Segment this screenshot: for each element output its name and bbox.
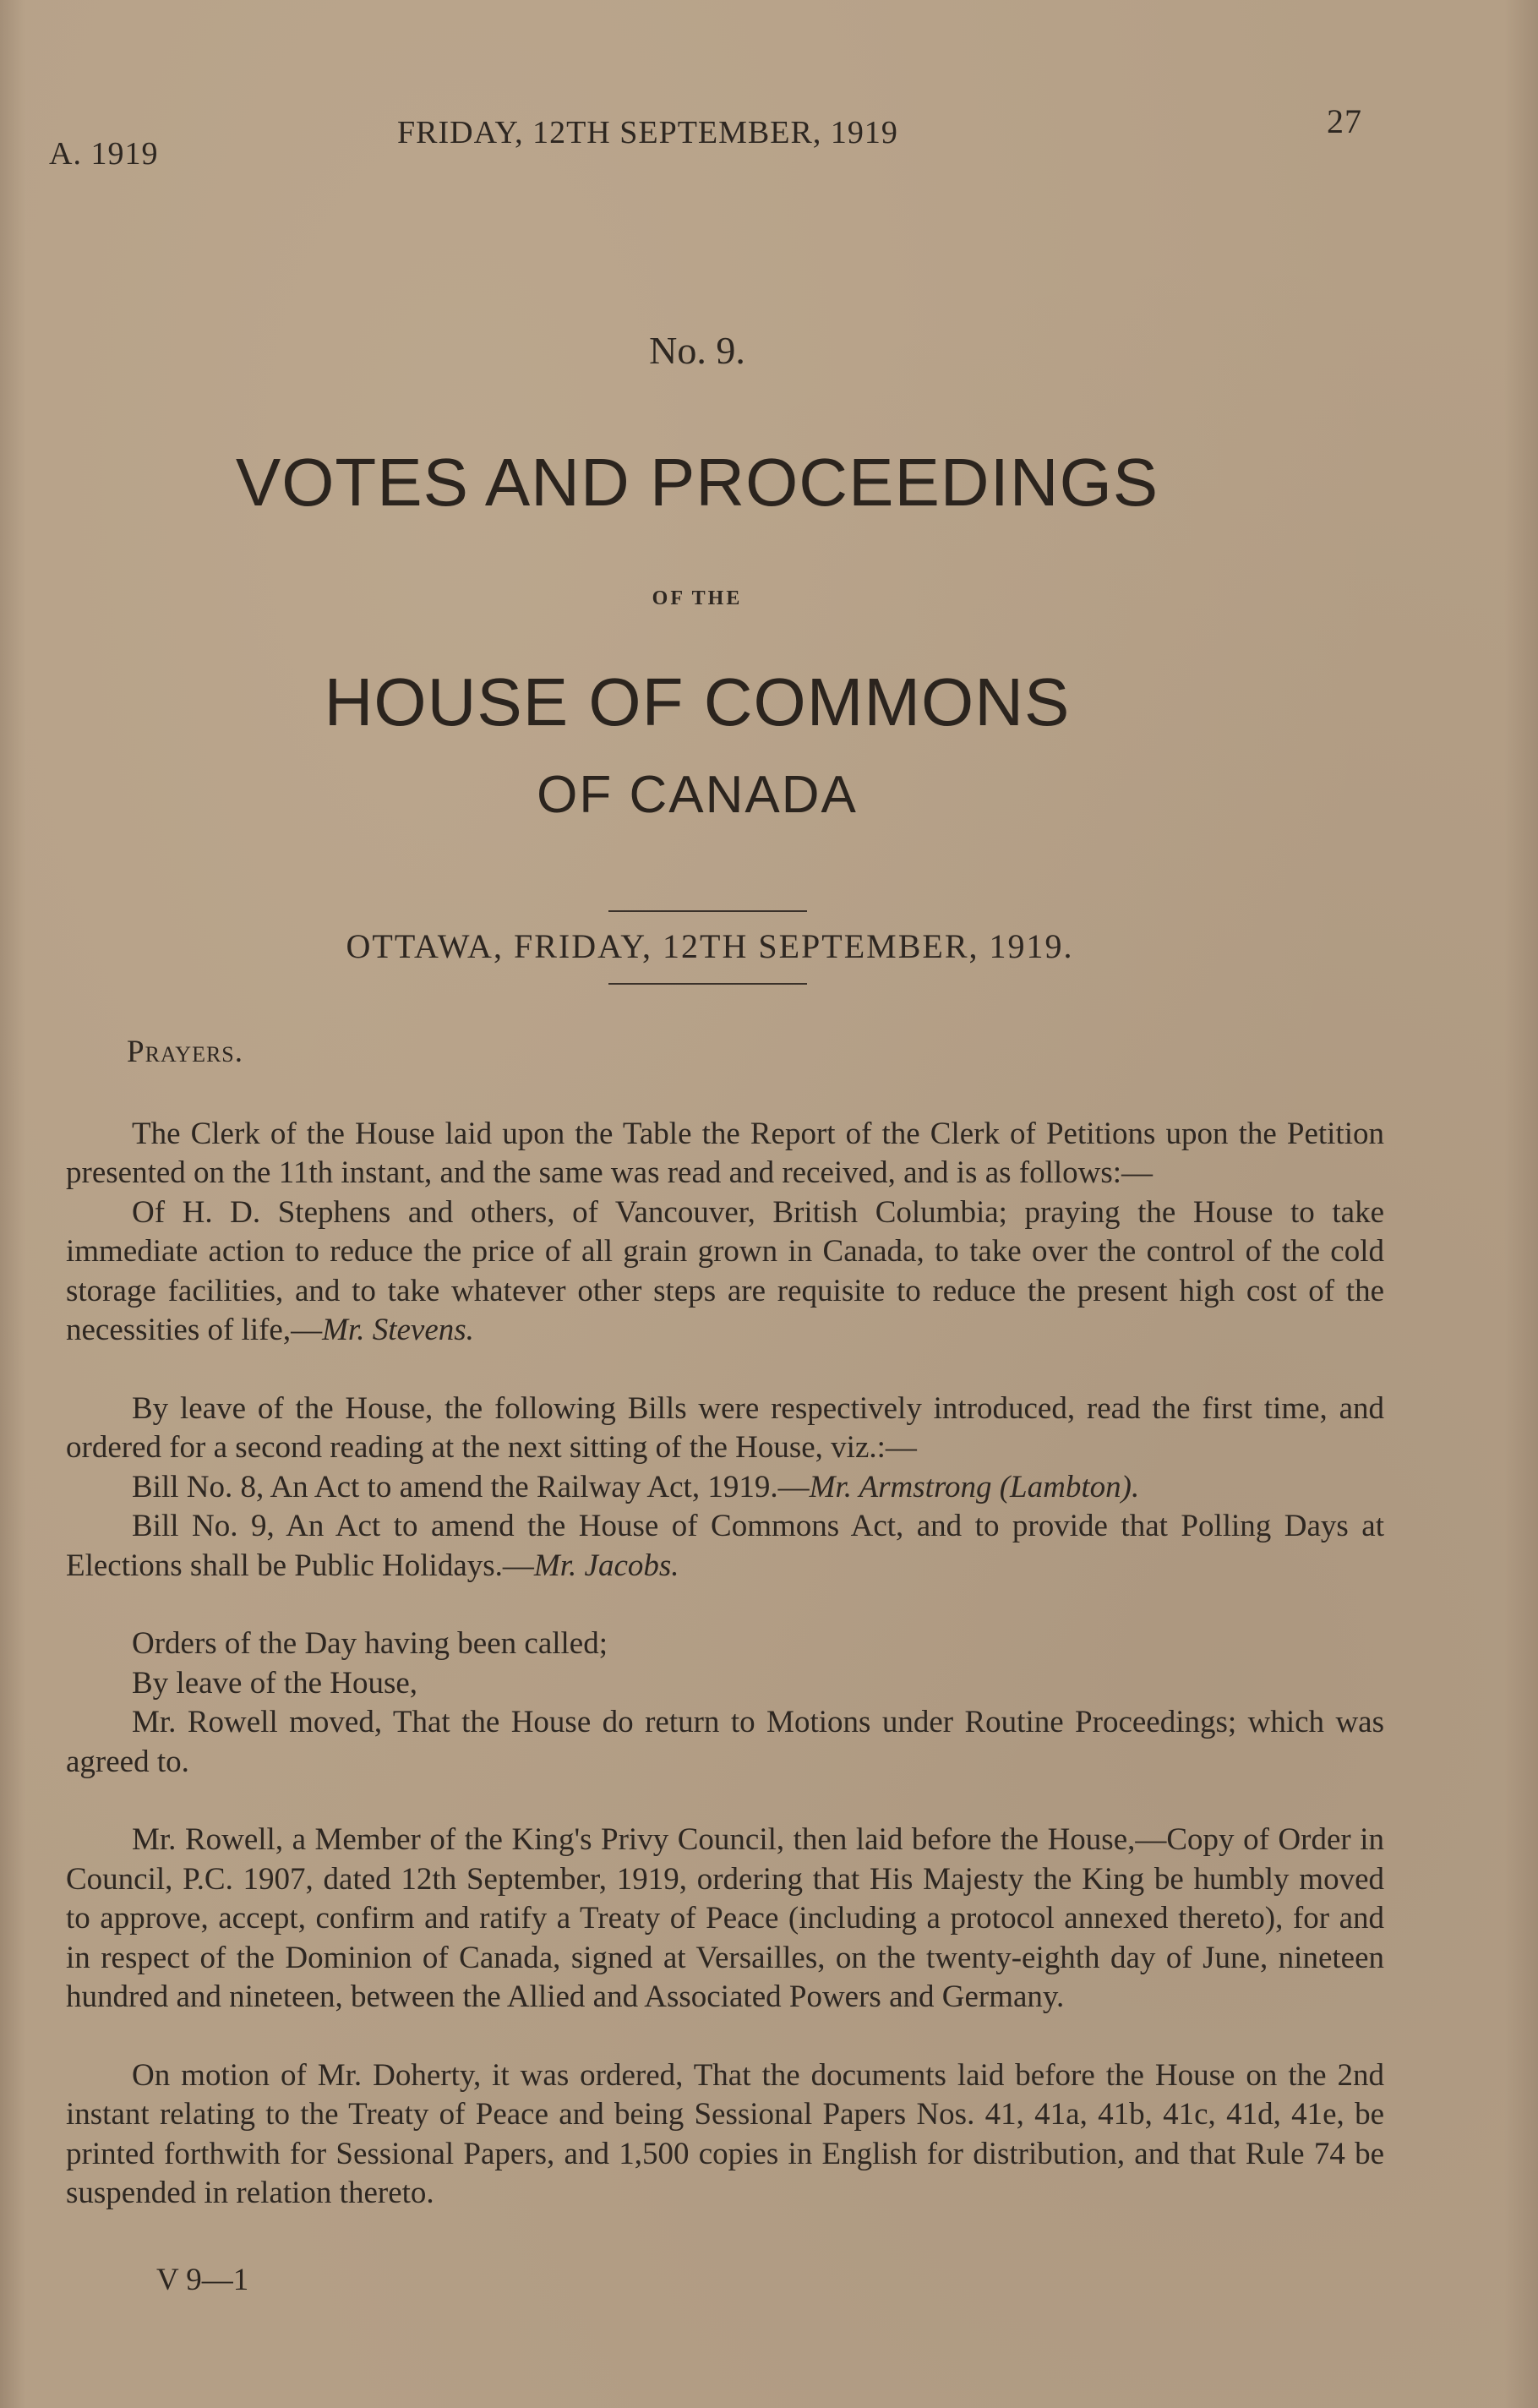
bill-9-text: Bill No. 9, An Act to amend the House of Commons Act, and to provide that Polling Days at Elections shall be Public Holidays.— bbox=[66, 1509, 1384, 1583]
divider-rule bbox=[608, 983, 807, 985]
petition-text: Of H. D. Stephens and others, of Vancouver, British Columbia; praying the House to take immediate action to reduce the price of all grain grown in Canada, to take over the control of the cold storage facilities, and to take whatever other steps are requisite to reduce the present high cost of the necessities of life,— bbox=[66, 1194, 1384, 1347]
bill-8-text: Bill No. 8, An Act to amend the Railway Act, 1919.— bbox=[132, 1469, 810, 1504]
paragraph-orders-of-day: Orders of the Day having been called; bbox=[132, 1626, 608, 1661]
paragraph-bills-intro: By leave of the House, the following Bills were respectively introduced, read the first time, and ordered for a second reading at the next sitting of the House, viz.:— bbox=[66, 1390, 1384, 1465]
petition-mover: Mr. Stevens. bbox=[322, 1313, 474, 1347]
proceedings-body bbox=[66, 1033, 1384, 2214]
title-votes-and-proceedings: VOTES AND PROCEEDINGS bbox=[235, 445, 1159, 520]
issue-number: No. 9. bbox=[649, 329, 745, 372]
paragraph-bill-9 bbox=[66, 1507, 1384, 1586]
paragraph-bill-8 bbox=[66, 1468, 1384, 1508]
paragraph-rowell-motion: Mr. Rowell moved, That the House do return to Motions under Routine Proceedings; which was agreed to. bbox=[66, 1705, 1384, 1779]
title-of-the: OF THE bbox=[652, 587, 743, 609]
title-house-of-commons: HOUSE OF COMMONS bbox=[324, 664, 1071, 740]
dateline: OTTAWA, FRIDAY, 12TH SEPTEMBER, 1919. bbox=[346, 927, 1074, 965]
signature-mark: V 9—1 bbox=[156, 2263, 249, 2297]
prayers-heading: Prayers. bbox=[127, 1035, 244, 1069]
paragraph-clerk-report: The Clerk of the House laid upon the Table the Report of the Clerk of Petitions upon the Petition presented on the 11th instant, and the same was read and received, and is as follows:— bbox=[66, 1116, 1384, 1190]
paragraph-order-in-council: Mr. Rowell, a Member of the King's Privy Council, then laid before the House,—Copy of Order in Council, P.C. 1907, dated 12th September, 1919, ordering that His Majesty the King be humbly moved to approve, accept, confirm and ratify a Treaty of Peace (including a protocol annexed thereto), for and in respect of the Dominion of Canada, signed at Versailles, on the twenty-eighth day of June, nineteen hundred and nineteen, between the Allied and Associated Powers and Germany. bbox=[66, 1822, 1384, 2014]
paragraph-by-leave: By leave of the House, bbox=[132, 1665, 418, 1701]
header-date: FRIDAY, 12TH SEPTEMBER, 1919 bbox=[397, 115, 898, 150]
running-head bbox=[0, 102, 1538, 172]
header-year: A. 1919 bbox=[49, 136, 159, 172]
paragraph-petition bbox=[66, 1193, 1384, 1351]
bill-9-mover: Mr. Jacobs. bbox=[533, 1548, 679, 1583]
paragraph-doherty-motion: On motion of Mr. Doherty, it was ordered, That the documents laid before the House on the 2nd instant relating to the Treaty of Peace and being Sessional Papers Nos. 41, 41a, 41b, 41c, 41d, 41e, be printed forthwith for Sessional Papers, and 1,500 copies in English for distribution, and that Rule 74 be suspended in relation thereto. bbox=[66, 2057, 1384, 2210]
title-of-canada: OF CANADA bbox=[537, 766, 858, 824]
bill-8-mover: Mr. Armstrong (Lambton). bbox=[809, 1469, 1140, 1504]
divider-rule bbox=[608, 910, 807, 912]
page-number: 27 bbox=[1327, 102, 1362, 140]
